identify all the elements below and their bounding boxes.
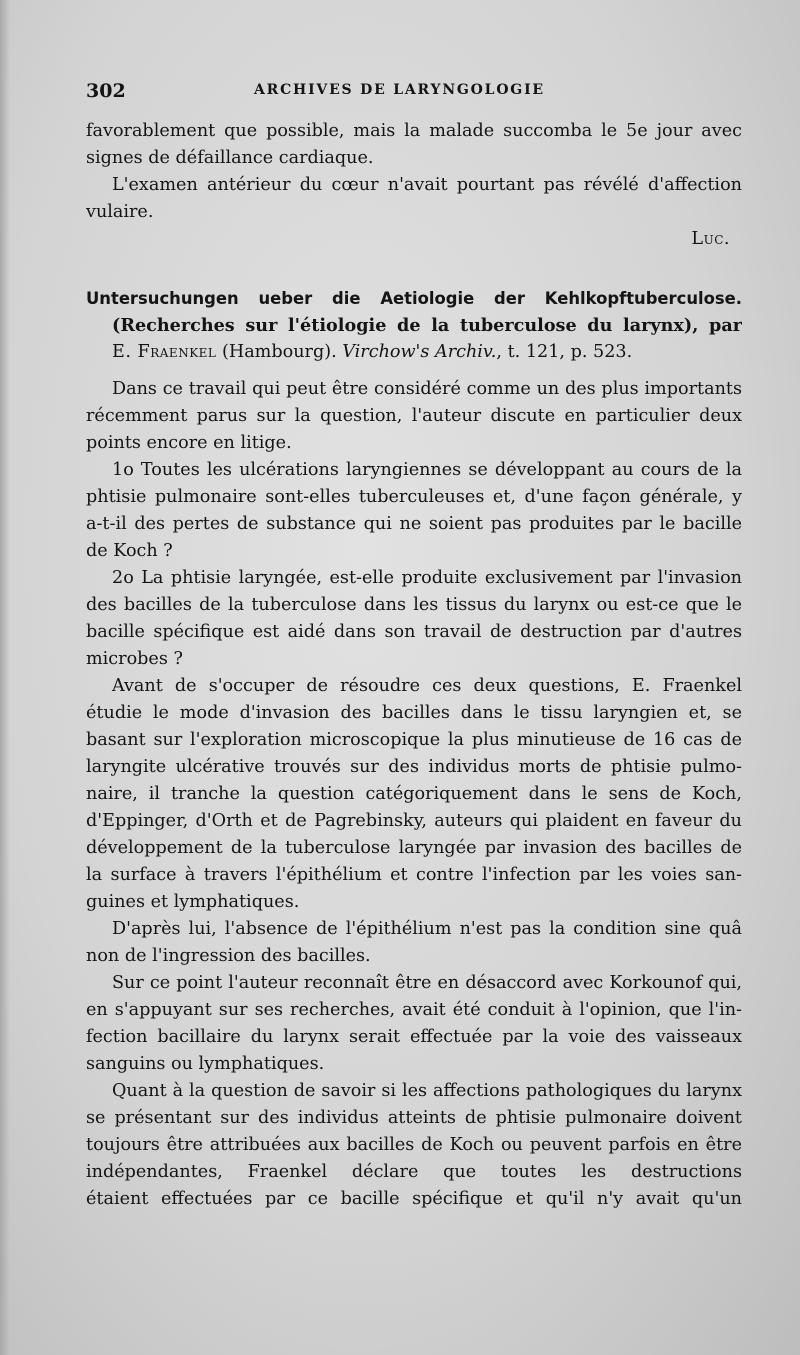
- body-line: phtisie pulmonaire sont-elles tuberculeuses et, d'une façon générale, y: [86, 487, 742, 507]
- body-line: favorablement que possible, mais la malade succomba le 5e jour avec: [86, 121, 742, 141]
- body-line: points encore en litige.: [86, 433, 292, 453]
- body-line: L'examen antérieur du cœur n'avait pourtant pas révélé d'affection: [112, 175, 742, 195]
- body-line: basant sur l'exploration microscopique la plus minutieuse de 16 cas de: [86, 730, 742, 750]
- article-title-subtitle: (Recherches sur l'étiologie de la tuberculose du larynx), par: [112, 315, 742, 336]
- body-line: des bacilles de la tuberculose dans les tissus du larynx ou est-ce que le: [86, 595, 742, 615]
- article-citation-ref: , t. 121, p. 523.: [496, 342, 633, 362]
- reviewer-signature: Luc.: [691, 229, 730, 249]
- body-line: sanguins ou lymphatiques.: [86, 1054, 325, 1074]
- body-line: en s'appuyant sur ses recherches, avait été conduit à l'opinion, que l'in-: [86, 1000, 742, 1020]
- article-citation: [86, 339, 742, 366]
- body-line: indépendantes, Fraenkel déclare que toutes les destructions: [86, 1162, 742, 1182]
- page-body: [86, 118, 742, 1213]
- page-number: 302: [86, 80, 126, 102]
- body-line: étudie le mode d'invasion des bacilles dans le tissu laryngien et, se: [86, 703, 742, 723]
- running-title: ARCHIVES DE LARYNGOLOGIE: [254, 82, 545, 98]
- body-line: non de l'ingression des bacilles.: [86, 946, 371, 966]
- article-journal: Virchow's Archiv.: [342, 342, 497, 362]
- body-line: Avant de s'occuper de résoudre ces deux questions, E. Fraenkel: [112, 676, 742, 696]
- body-line: 1o Toutes les ulcérations laryngiennes se développant au cours de la: [112, 460, 742, 480]
- running-header: [86, 80, 738, 104]
- body-line: étaient effectuées par ce bacille spécifique et qu'il n'y avait qu'un: [86, 1189, 742, 1209]
- body-line: la surface à travers l'épithélium et contre l'infection par les voies san-: [86, 865, 742, 885]
- body-line: vulaire.: [86, 202, 154, 222]
- body-line: Dans ce travail qui peut être considéré comme un des plus importants: [112, 379, 742, 399]
- body-line: d'Eppinger, d'Orth et de Pagrebinsky, auteurs qui plaident en faveur du: [86, 811, 742, 831]
- body-line: a-t-il des pertes de substance qui ne soient pas produites par le bacille: [86, 514, 742, 534]
- body-line: bacille spécifique est aidé dans son travail de destruction par d'autres: [86, 622, 742, 642]
- body-line: laryngite ulcérative trouvés sur des individus morts de phtisie pulmo-: [86, 757, 742, 777]
- body-line: Sur ce point l'auteur reconnaît être en désaccord avec Korkounof qui,: [112, 973, 742, 993]
- article-title-line: Untersuchungen ueber die Aetiologie der Kehlkopftuberculose.: [86, 289, 742, 308]
- body-line: toujours être attribuées aux bacilles de Koch ou peuvent parfois en être: [86, 1135, 742, 1155]
- article-title-line: [86, 312, 742, 339]
- body-line: naire, il tranche la question catégoriquement dans le sens de Koch,: [86, 784, 742, 804]
- body-line: D'après lui, l'absence de l'épithélium n'est pas la condition sine quâ: [112, 919, 742, 939]
- body-line: microbes ?: [86, 649, 183, 669]
- body-line: Quant à la question de savoir si les affections pathologiques du larynx: [112, 1081, 742, 1101]
- page-edge-shadow: [0, 0, 10, 1355]
- body-line: signes de défaillance cardiaque.: [86, 148, 374, 168]
- article-citation-place: (Hambourg).: [221, 342, 337, 362]
- body-line: fection bacillaire du larynx serait effectuée par la voie des vaisseaux: [86, 1027, 742, 1047]
- body-line: de Koch ?: [86, 541, 173, 561]
- body-line: guines et lymphatiques.: [86, 892, 300, 912]
- body-line: développement de la tuberculose laryngée par invasion des bacilles de: [86, 838, 742, 858]
- body-line: 2o La phtisie laryngée, est-elle produite exclusivement par l'invasion: [112, 568, 742, 588]
- article-author: E. Fraenkel: [112, 342, 217, 362]
- body-line: récemment parus sur la question, l'auteur discute en particulier deux: [86, 406, 742, 426]
- body-line: se présentant sur des individus atteints de phtisie pulmonaire doivent: [86, 1108, 742, 1128]
